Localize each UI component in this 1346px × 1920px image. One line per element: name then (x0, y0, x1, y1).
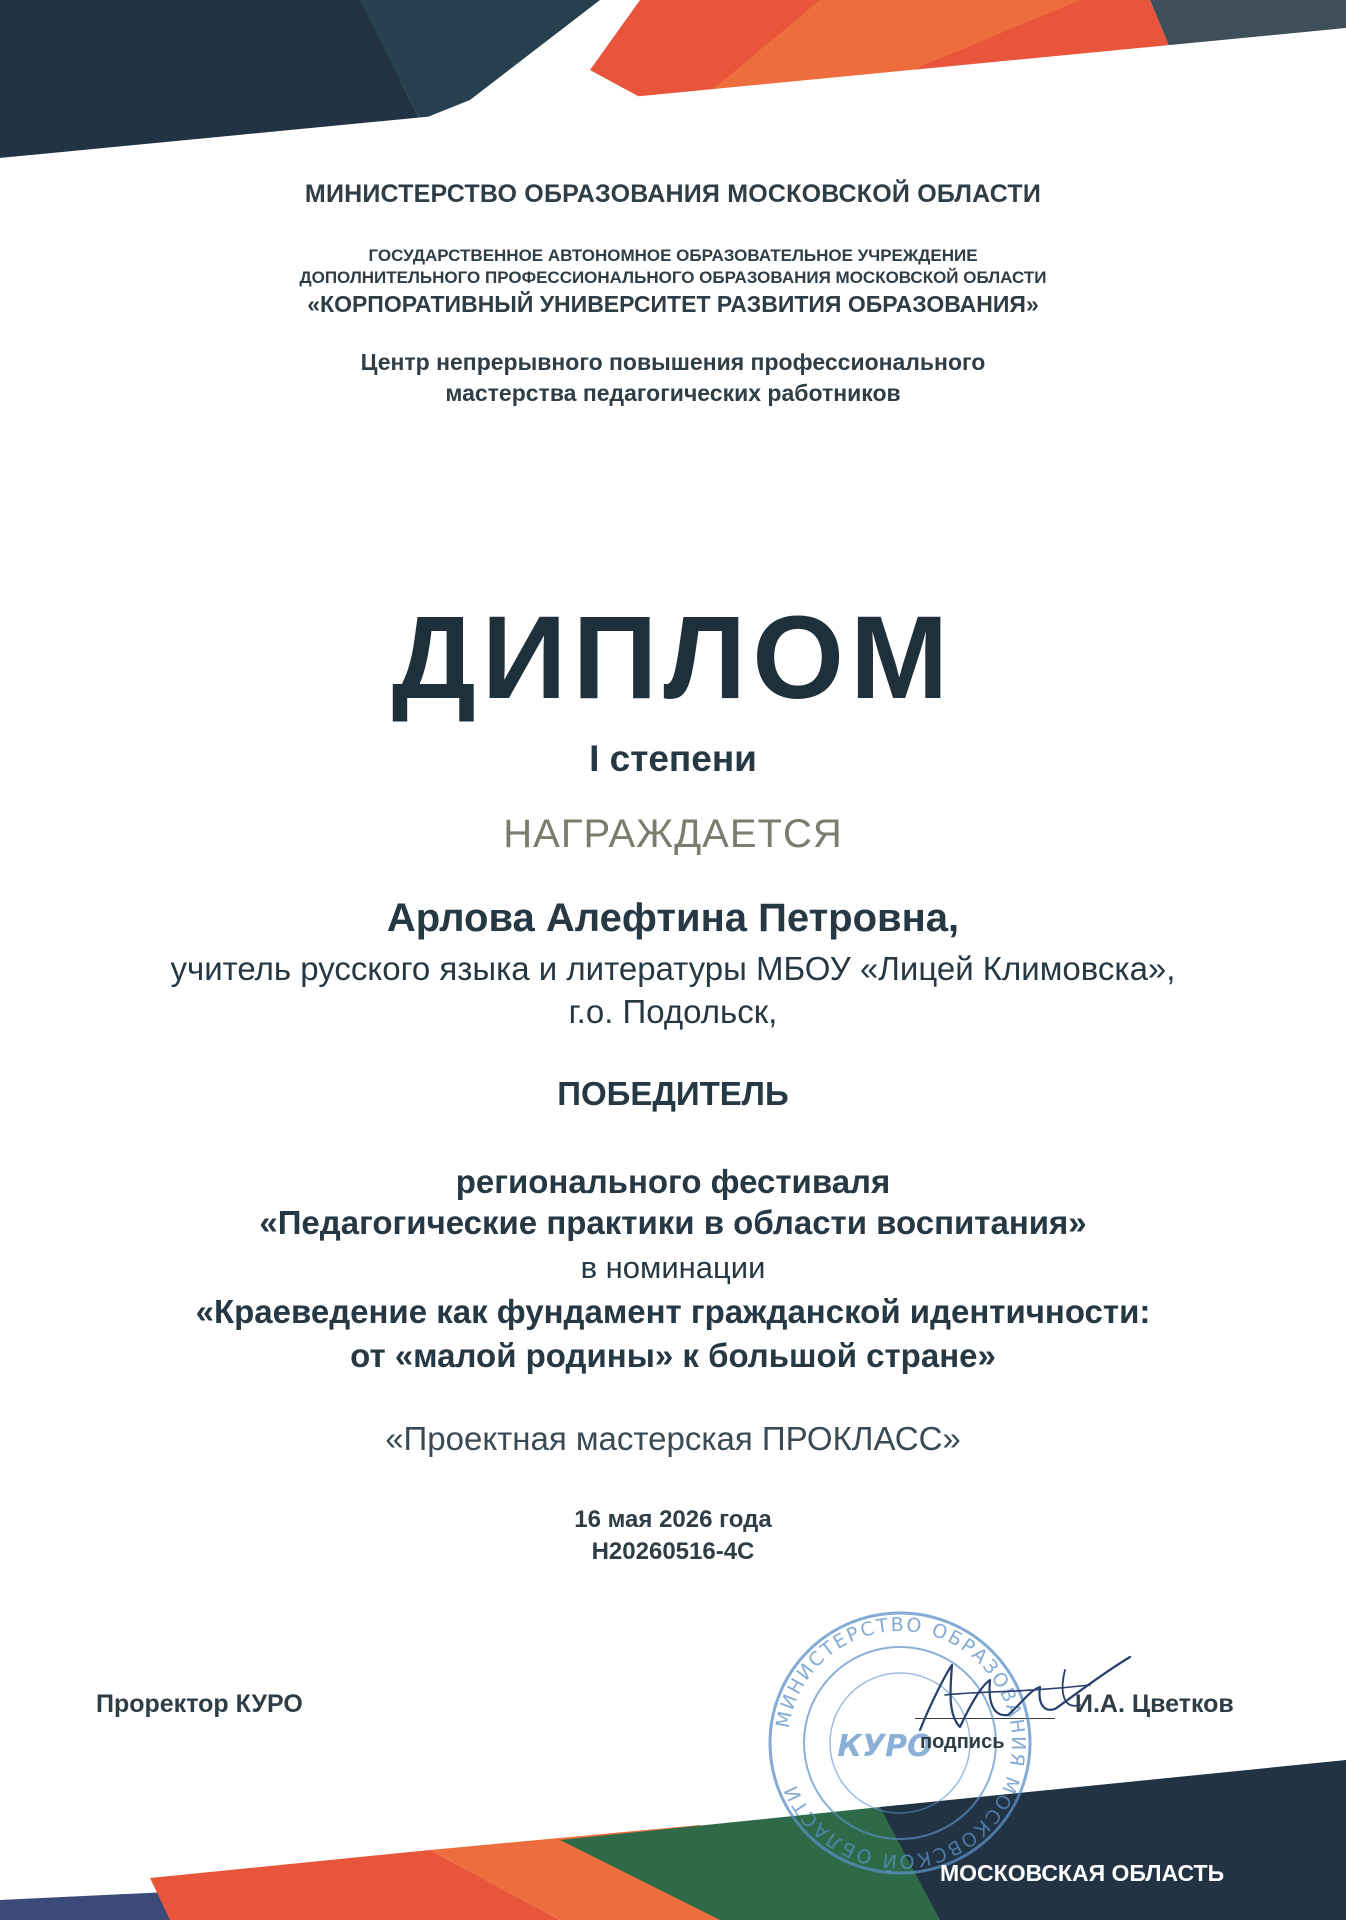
signatory-name: И.А. Цветков (1075, 1690, 1234, 1718)
organization-line-2: ДОПОЛНИТЕЛЬНОГО ПРОФЕССИОНАЛЬНОГО ОБРАЗОВАНИЯ МОСКОВСКОЙ ОБЛАСТИ (299, 268, 1047, 287)
festival-line-2: «Педагогические практики в области воспитания» (259, 1204, 1087, 1241)
handwritten-signature-icon (890, 1635, 1140, 1755)
signatory-role: Проректор КУРО (96, 1690, 303, 1718)
diploma-title: ДИПЛОМ (391, 592, 955, 724)
nomination-line-1: «Краеведение как фундамент гражданской идентичности: (195, 1293, 1151, 1330)
svg-text:КУРО: КУРО (837, 1729, 933, 1764)
project-name: «Проектная мастерская ПРОКЛАСС» (385, 1420, 961, 1457)
recipient-city: г.о. Подольск, (568, 993, 778, 1030)
footer-region: МОСКОВСКАЯ ОБЛАСТЬ (940, 1860, 1225, 1886)
center-name-line-1: Центр непрерывного повышения профессионального (360, 349, 986, 375)
center-name-line-2: мастерства педагогических работников (445, 380, 901, 406)
signature-caption: подпись (920, 1731, 1005, 1753)
awarded-label: НАГРАЖДАЕТСЯ (503, 812, 843, 856)
organization-name: «КОРПОРАТИВНЫЙ УНИВЕРСИТЕТ РАЗВИТИЯ ОБРАЗОВАНИЯ» (307, 291, 1039, 317)
festival-line-1: регионального фестиваля (455, 1163, 891, 1200)
recipient-position: учитель русского языка и литературы МБОУ «Лицей Климовска», (170, 950, 1176, 987)
nomination-prefix: в номинации (580, 1250, 766, 1285)
organization-line-1: ГОСУДАРСТВЕННОЕ АВТОНОМНОЕ ОБРАЗОВАТЕЛЬНОЕ УЧРЕЖДЕНИЕ (368, 246, 978, 265)
award-status: ПОБЕДИТЕЛЬ (557, 1075, 789, 1112)
diploma-degree: I степени (589, 738, 757, 779)
ministry-title: МИНИСТЕРСТВО ОБРАЗОВАНИЯ МОСКОВСКОЙ ОБЛАСТИ (304, 180, 1042, 208)
diploma-number: Н20260516-4С (591, 1538, 755, 1565)
svg-text:МИНИСТЕРСТВО ОБРАЗОВАНИЯ МОСКО: МИНИСТЕРСТВО ОБРАЗОВАНИЯ МОСКОВСКОЙ ОБЛАСТИ (771, 1613, 1030, 1873)
nomination-line-2: от «малой родины» к большой стране» (350, 1337, 996, 1374)
issue-date: 16 мая 2026 года (574, 1506, 772, 1533)
recipient-name: Арлова Алефтина Петровна, (386, 896, 960, 940)
